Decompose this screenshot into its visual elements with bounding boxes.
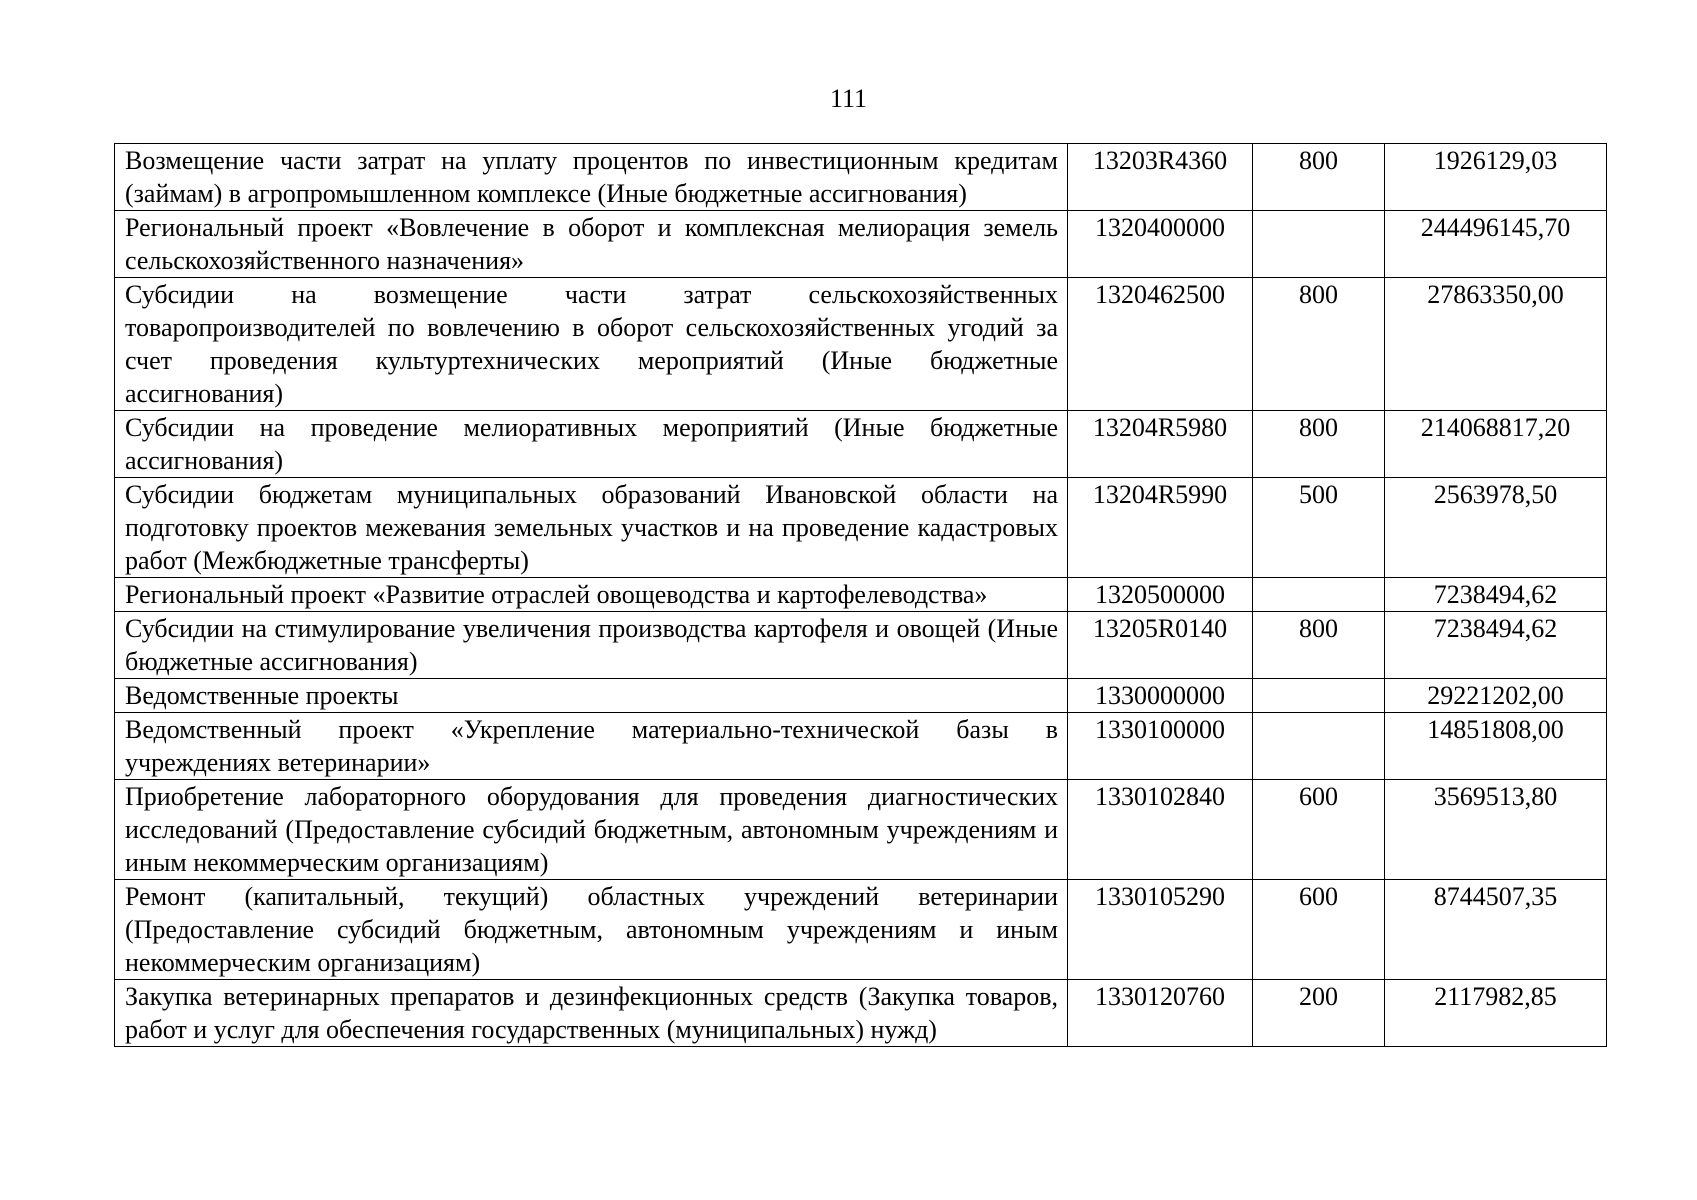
row-expense-type: 800 xyxy=(1253,144,1385,211)
row-sum: 7238494,62 xyxy=(1385,612,1607,679)
budget-table xyxy=(114,143,1607,1047)
row-sum: 29221202,00 xyxy=(1385,679,1607,713)
row-code: 13204R5990 xyxy=(1068,478,1253,578)
row-name: Региональный проект «Вовлечение в оборот и комплексная мелиорация земель сельскохозяйственного назначения» xyxy=(115,211,1068,278)
row-expense-type xyxy=(1253,679,1385,713)
table-row xyxy=(115,478,1607,578)
row-name: Региональный проект «Развитие отраслей овощеводства и картофелеводства» xyxy=(115,578,1068,612)
row-code: 1320500000 xyxy=(1068,578,1253,612)
row-code: 1330105290 xyxy=(1068,880,1253,980)
row-expense-type: 800 xyxy=(1253,278,1385,411)
table-row xyxy=(115,679,1607,713)
row-name: Ремонт (капитальный, текущий) областных учреждений ветеринарии (Предоставление субсидий бюджетным, автономным учреждениям и иным некоммерческим организациям) xyxy=(115,880,1068,980)
row-code: 1330000000 xyxy=(1068,679,1253,713)
table-row xyxy=(115,612,1607,679)
row-name: Ведомственные проекты xyxy=(115,679,1068,713)
row-sum: 3569513,80 xyxy=(1385,780,1607,880)
table-row xyxy=(115,780,1607,880)
row-sum: 244496145,70 xyxy=(1385,211,1607,278)
row-name: Субсидии на возмещение части затрат сельскохозяйственных товаропроизводителей по вовлечению в оборот сельскохозяйственных угодий за счет проведения культуртехнических мероприятий (Иные бюджетные ассигнования) xyxy=(115,278,1068,411)
row-expense-type xyxy=(1253,713,1385,780)
row-code: 1320400000 xyxy=(1068,211,1253,278)
row-expense-type: 600 xyxy=(1253,880,1385,980)
row-sum: 8744507,35 xyxy=(1385,880,1607,980)
row-sum: 14851808,00 xyxy=(1385,713,1607,780)
table-row xyxy=(115,278,1607,411)
row-sum: 214068817,20 xyxy=(1385,411,1607,478)
row-name: Субсидии на проведение мелиоративных мероприятий (Иные бюджетные ассигнования) xyxy=(115,411,1068,478)
row-expense-type: 600 xyxy=(1253,780,1385,880)
row-name: Субсидии бюджетам муниципальных образований Ивановской области на подготовку проектов межевания земельных участков и на проведение кадастровых работ (Межбюджетные трансферты) xyxy=(115,478,1068,578)
table-row xyxy=(115,411,1607,478)
table-row xyxy=(115,144,1607,211)
row-name: Ведомственный проект «Укрепление материально-технической базы в учреждениях ветеринарии» xyxy=(115,713,1068,780)
row-name: Закупка ветеринарных препаратов и дезинфекционных средств (Закупка товаров, работ и услуг для обеспечения государственных (муниципальных) нужд) xyxy=(115,980,1068,1047)
table-row xyxy=(115,980,1607,1047)
row-code: 13205R0140 xyxy=(1068,612,1253,679)
row-expense-type: 800 xyxy=(1253,612,1385,679)
row-sum: 2117982,85 xyxy=(1385,980,1607,1047)
row-name: Возмещение части затрат на уплату процентов по инвестиционным кредитам (займам) в агропромышленном комплексе (Иные бюджетные ассигнования) xyxy=(115,144,1068,211)
row-code: 13203R4360 xyxy=(1068,144,1253,211)
row-expense-type xyxy=(1253,211,1385,278)
row-code: 1330120760 xyxy=(1068,980,1253,1047)
row-code: 1330102840 xyxy=(1068,780,1253,880)
row-sum: 2563978,50 xyxy=(1385,478,1607,578)
table-row xyxy=(115,713,1607,780)
table-row xyxy=(115,578,1607,612)
row-code: 1320462500 xyxy=(1068,278,1253,411)
row-name: Приобретение лабораторного оборудования для проведения диагностических исследований (Предоставление субсидий бюджетным, автономным учреждениям и иным некоммерческим организациям) xyxy=(115,780,1068,880)
table-row xyxy=(115,880,1607,980)
row-name: Субсидии на стимулирование увеличения производства картофеля и овощей (Иные бюджетные ассигнования) xyxy=(115,612,1068,679)
row-code: 1330100000 xyxy=(1068,713,1253,780)
page-number: 111 xyxy=(829,84,868,113)
row-sum: 7238494,62 xyxy=(1385,578,1607,612)
row-code: 13204R5980 xyxy=(1068,411,1253,478)
row-expense-type: 500 xyxy=(1253,478,1385,578)
row-sum: 27863350,00 xyxy=(1385,278,1607,411)
row-sum: 1926129,03 xyxy=(1385,144,1607,211)
table-row xyxy=(115,211,1607,278)
row-expense-type: 800 xyxy=(1253,411,1385,478)
row-expense-type xyxy=(1253,578,1385,612)
row-expense-type: 200 xyxy=(1253,980,1385,1047)
